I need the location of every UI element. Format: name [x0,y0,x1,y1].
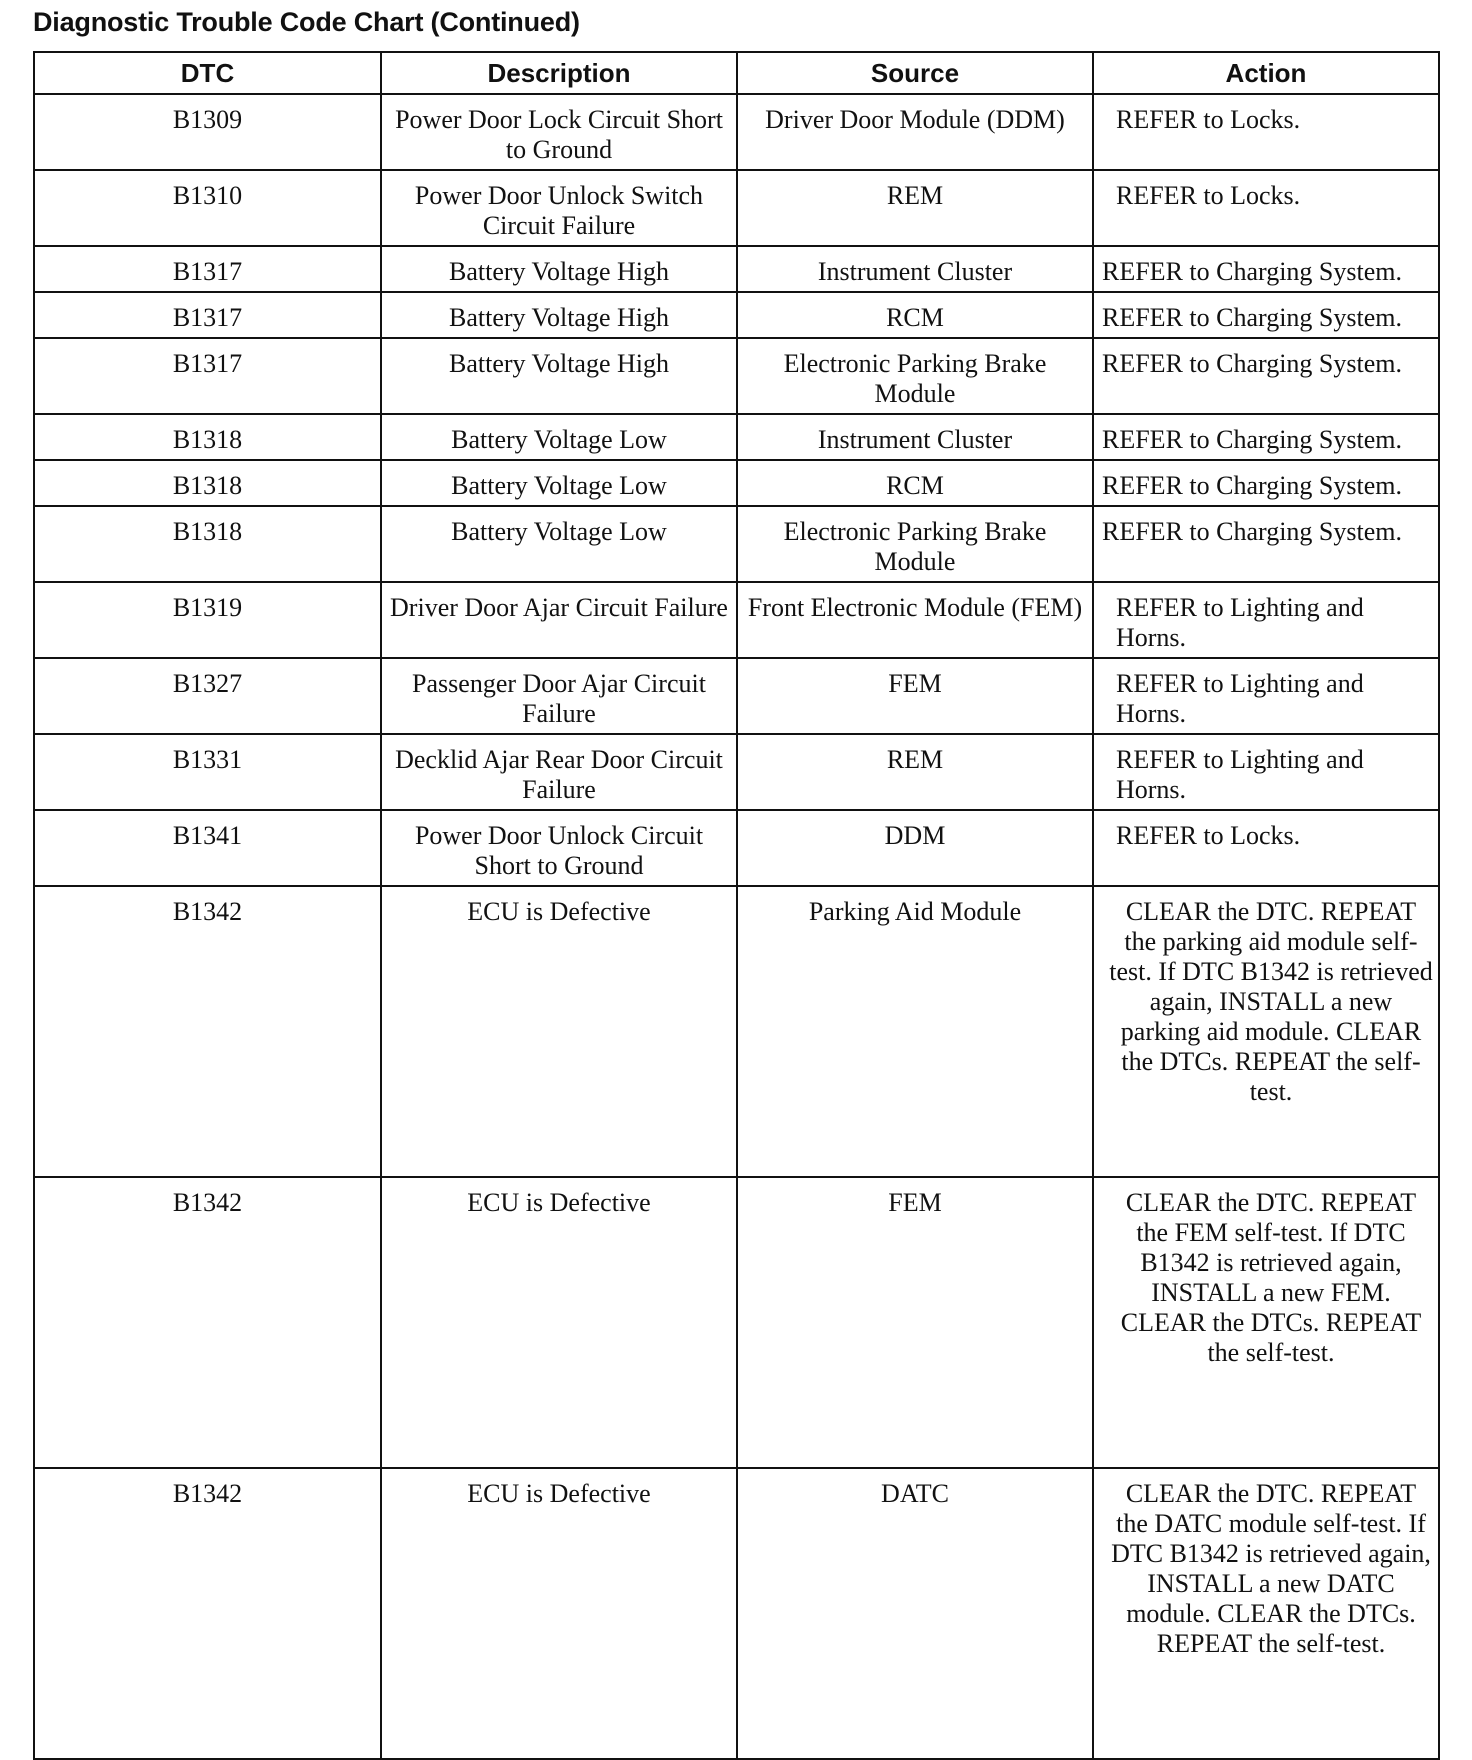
column-header-action: Action [1093,52,1439,94]
source-cell: REM [737,734,1093,810]
dtc-cell: B1309 [34,94,381,170]
source-cell: Front Electronic Module (FEM) [737,582,1093,658]
source-cell: Instrument Cluster [737,246,1093,292]
description-cell: Battery Voltage High [381,338,737,414]
source-cell: RCM [737,292,1093,338]
dtc-cell: B1342 [34,886,381,1177]
description-cell: Passenger Door Ajar Circuit Failure [381,658,737,734]
dtc-cell: B1327 [34,658,381,734]
table-row [34,94,1439,170]
action-cell: REFER to Lighting and Horns. [1093,734,1439,810]
dtc-cell: B1341 [34,810,381,886]
dtc-cell: B1342 [34,1468,381,1759]
table-row [34,460,1439,506]
source-cell: FEM [737,658,1093,734]
table-header-row [34,52,1439,94]
source-cell: FEM [737,1177,1093,1468]
action-cell: REFER to Locks. [1093,810,1439,886]
dtc-cell: B1342 [34,1177,381,1468]
dtc-cell: B1319 [34,582,381,658]
description-cell: Power Door Lock Circuit Short to Ground [381,94,737,170]
description-cell: Battery Voltage Low [381,414,737,460]
action-cell: REFER to Charging System. [1093,292,1439,338]
source-cell: Electronic Parking Brake Module [737,506,1093,582]
column-header-dtc: DTC [34,52,381,94]
source-cell: REM [737,170,1093,246]
description-cell: Battery Voltage Low [381,506,737,582]
action-cell: REFER to Lighting and Horns. [1093,582,1439,658]
description-cell: Battery Voltage High [381,292,737,338]
dtc-cell: B1318 [34,506,381,582]
action-cell: REFER to Lighting and Horns. [1093,658,1439,734]
action-cell: REFER to Charging System. [1093,246,1439,292]
description-cell: ECU is Defective [381,1468,737,1759]
table-row [34,886,1439,1177]
action-cell: REFER to Locks. [1093,94,1439,170]
source-cell: Instrument Cluster [737,414,1093,460]
description-cell: ECU is Defective [381,886,737,1177]
dtc-cell: B1317 [34,338,381,414]
action-cell: CLEAR the DTC. REPEAT the DATC module self-test. If DTC B1342 is retrieved again, INSTALL a new DATC module. CLEAR the DTCs. REPEAT the self-test. [1093,1468,1439,1759]
dtc-cell: B1317 [34,292,381,338]
table-row [34,582,1439,658]
description-cell: Power Door Unlock Circuit Short to Ground [381,810,737,886]
table-row [34,658,1439,734]
table-row [34,1177,1439,1468]
description-cell: Decklid Ajar Rear Door Circuit Failure [381,734,737,810]
table-row [34,810,1439,886]
action-cell: REFER to Charging System. [1093,460,1439,506]
source-cell: Driver Door Module (DDM) [737,94,1093,170]
action-cell: REFER to Charging System. [1093,338,1439,414]
table-row [34,292,1439,338]
dtc-cell: B1318 [34,460,381,506]
dtc-cell: B1317 [34,246,381,292]
source-cell: DDM [737,810,1093,886]
table-row [34,414,1439,460]
description-cell: Battery Voltage Low [381,460,737,506]
table-row [34,170,1439,246]
description-cell: Battery Voltage High [381,246,737,292]
table-row [34,734,1439,810]
column-header-description: Description [381,52,737,94]
source-cell: Parking Aid Module [737,886,1093,1177]
dtc-cell: B1318 [34,414,381,460]
column-header-source: Source [737,52,1093,94]
dtc-cell: B1331 [34,734,381,810]
description-cell: Power Door Unlock Switch Circuit Failure [381,170,737,246]
source-cell: RCM [737,460,1093,506]
action-cell: CLEAR the DTC. REPEAT the FEM self-test. If DTC B1342 is retrieved again, INSTALL a new FEM. CLEAR the DTCs. REPEAT the self-test. [1093,1177,1439,1468]
chart-title: Diagnostic Trouble Code Chart (Continued) [33,7,580,37]
action-cell: CLEAR the DTC. REPEAT the parking aid module self-test. If DTC B1342 is retrieved again, INSTALL a new parking aid module. CLEAR the DTCs. REPEAT the self-test. [1093,886,1439,1177]
description-cell: ECU is Defective [381,1177,737,1468]
action-cell: REFER to Charging System. [1093,506,1439,582]
table-row [34,246,1439,292]
description-cell: Driver Door Ajar Circuit Failure [381,582,737,658]
table-row [34,338,1439,414]
dtc-table [33,51,1440,1760]
action-cell: REFER to Charging System. [1093,414,1439,460]
dtc-cell: B1310 [34,170,381,246]
source-cell: DATC [737,1468,1093,1759]
table-row [34,506,1439,582]
table-row [34,1468,1439,1759]
source-cell: Electronic Parking Brake Module [737,338,1093,414]
action-cell: REFER to Locks. [1093,170,1439,246]
